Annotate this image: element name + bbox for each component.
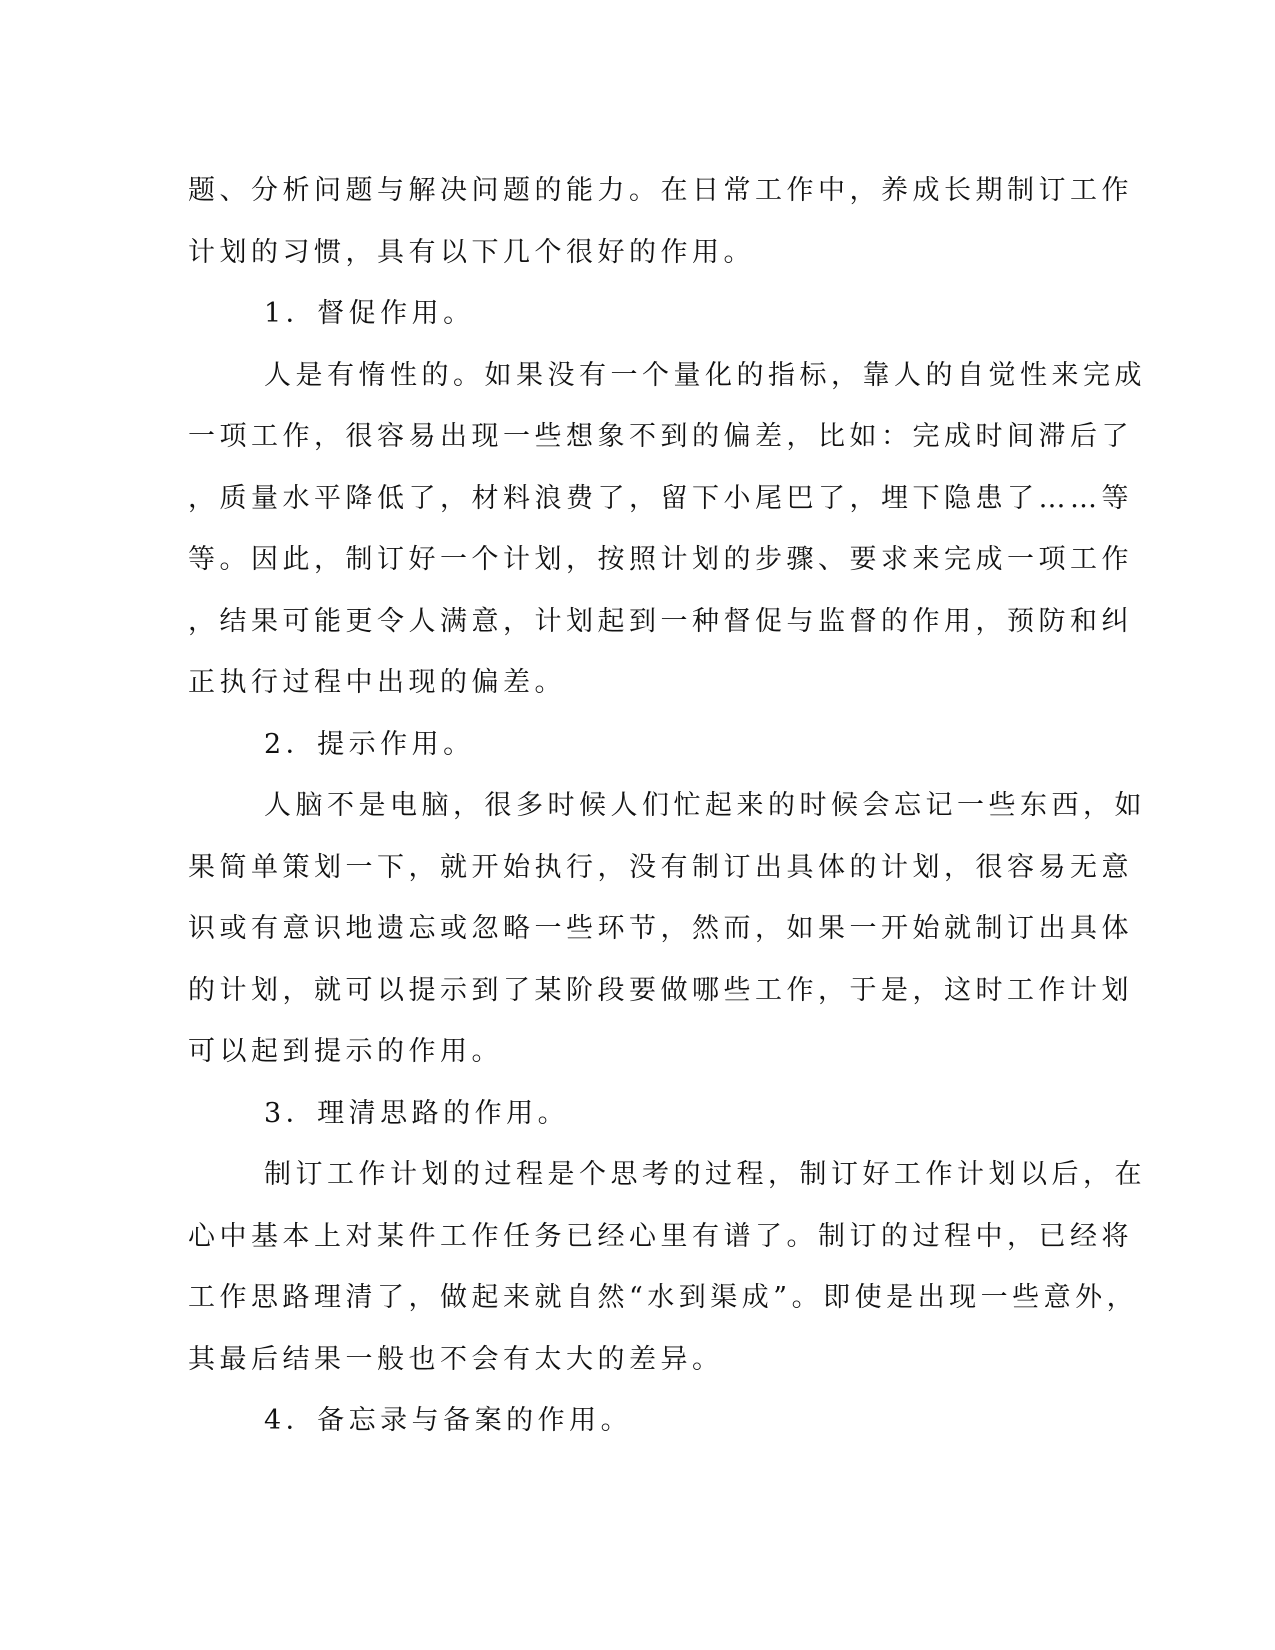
text-line: 人是有惰性的。如果没有一个量化的指标，靠人的自觉性来完成: [264, 359, 1146, 391]
text-line: 心中基本上对某件工作任务已经心里有谱了。制订的过程中，已经将: [188, 1220, 1133, 1252]
text-line: 一项工作，很容易出现一些想象不到的偏差，比如：完成时间滞后了: [188, 421, 1133, 452]
text-line: 识或有意识地遗忘或忽略一些环节，然而，如果一开始就制订出具体: [188, 913, 1133, 944]
section-heading-4: 4．备忘录与备案的作用。: [264, 1405, 633, 1436]
text-line: 计划的习惯，具有以下几个很好的作用。: [188, 236, 755, 268]
text-line: 人脑不是电脑，很多时候人们忙起来的时候会忘记一些东西，如: [264, 790, 1146, 821]
text-line: 其最后结果一般也不会有太大的差异。: [188, 1343, 724, 1375]
text-line: 的计划，就可以提示到了某阶段要做哪些工作，于是，这时工作计划: [188, 974, 1133, 1006]
text-line: 工作思路理清了，做起来就自然“水到渠成”。即使是出现一些意外，: [188, 1282, 1139, 1313]
section-heading-2: 2．提示作用。: [264, 728, 475, 760]
text-line: 正执行过程中出现的偏差。: [188, 667, 566, 698]
text-line: 题、分析问题与解决问题的能力。在日常工作中，养成长期制订工作: [188, 175, 1133, 206]
section-heading-3: 3．理清思路的作用。: [264, 1097, 570, 1129]
text-line: 等。因此，制订好一个计划，按照计划的步骤、要求来完成一项工作: [188, 544, 1133, 575]
section-heading-1: 1．督促作用。: [264, 298, 475, 329]
text-line: 可以起到提示的作用。: [188, 1036, 503, 1067]
text-line: 果简单策划一下，就开始执行，没有制订出具体的计划，很容易无意: [188, 851, 1133, 883]
body-text: [188, 160, 1146, 1452]
text-line: ，结果可能更令人满意，计划起到一种督促与监督的作用，预防和纠: [188, 605, 1133, 637]
text-line: 制订工作计划的过程是个思考的过程，制订好工作计划以后，在: [264, 1159, 1146, 1190]
text-line: ，质量水平降低了，材料浪费了，留下小尾巴了，埋下隐患了……等: [188, 482, 1133, 514]
